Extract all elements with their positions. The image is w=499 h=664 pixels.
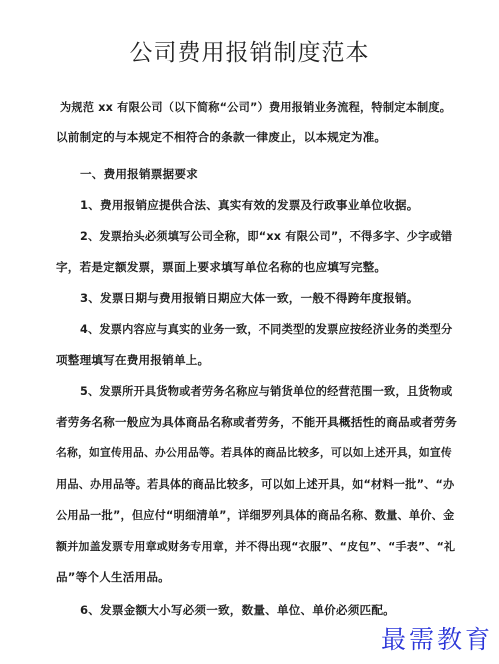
paragraph-line: 字，若是定额发票，票面上要求填写单位名称的也应填写完整。	[56, 260, 387, 274]
watermark-text: 最需教育	[380, 625, 493, 654]
paragraph-line: 用品、办用品等。若具体的商品比较多，可以如上述开具，如“材料一批”、“办	[56, 478, 455, 491]
paragraph-line: 6、发票金额大小写必须一致，数量、单位、单价必须匹配。	[80, 603, 395, 617]
paragraph-line: 以前制定的与本规定不相符合的条款一律废止，以本规定为准。	[56, 130, 387, 144]
document-title: 公司费用报销制度范本	[129, 40, 370, 66]
paragraph-line: 为规范 xx 有限公司（以下简称“公司”）费用报销业务流程，特制定本制度。	[60, 101, 452, 114]
paragraph-line: 项整理填写在费用报销单上。	[56, 353, 210, 367]
paragraph-line: 公用品一批”，但应付“明细清单”，详细罗列具体的商品名称、数量、单价、金	[56, 509, 455, 522]
paragraph-line: 品”等个人生活用品。	[56, 570, 170, 584]
paragraph-line: 1、费用报销应提供合法、真实有效的发票及行政事业单位收据。	[80, 198, 419, 212]
paragraph-line: 4、发票内容应与真实的业务一致，不同类型的发票应按经济业务的类型分	[80, 323, 453, 336]
paragraph-line: 5、发票所开具货物或者劳务名称应与销货单位的经营范围一致，且货物或	[80, 385, 453, 398]
paragraph-line: 者劳务名称一般应为具体商品名称或者劳务，不能开具概括性的商品或者劳务	[56, 415, 457, 429]
paragraph-line: 名称，如宣传用品、办公用品等。若具体的商品比较多，可以如上述开具，如宣传	[56, 446, 452, 459]
section-heading: 一、费用报销票据要求	[80, 167, 198, 181]
paragraph-line: 3、发票日期与费用报销日期应大体一致，一般不得跨年度报销。	[80, 291, 419, 305]
paragraph-line: 额并加盖发票专用章或财务专用章，并不得出现“衣服”、“皮包”、“手表”、“礼	[56, 540, 456, 553]
paragraph-line: 2、发票抬头必须填写公司全称，即“xx 有限公司”，不得多字、少字或错	[80, 230, 453, 243]
